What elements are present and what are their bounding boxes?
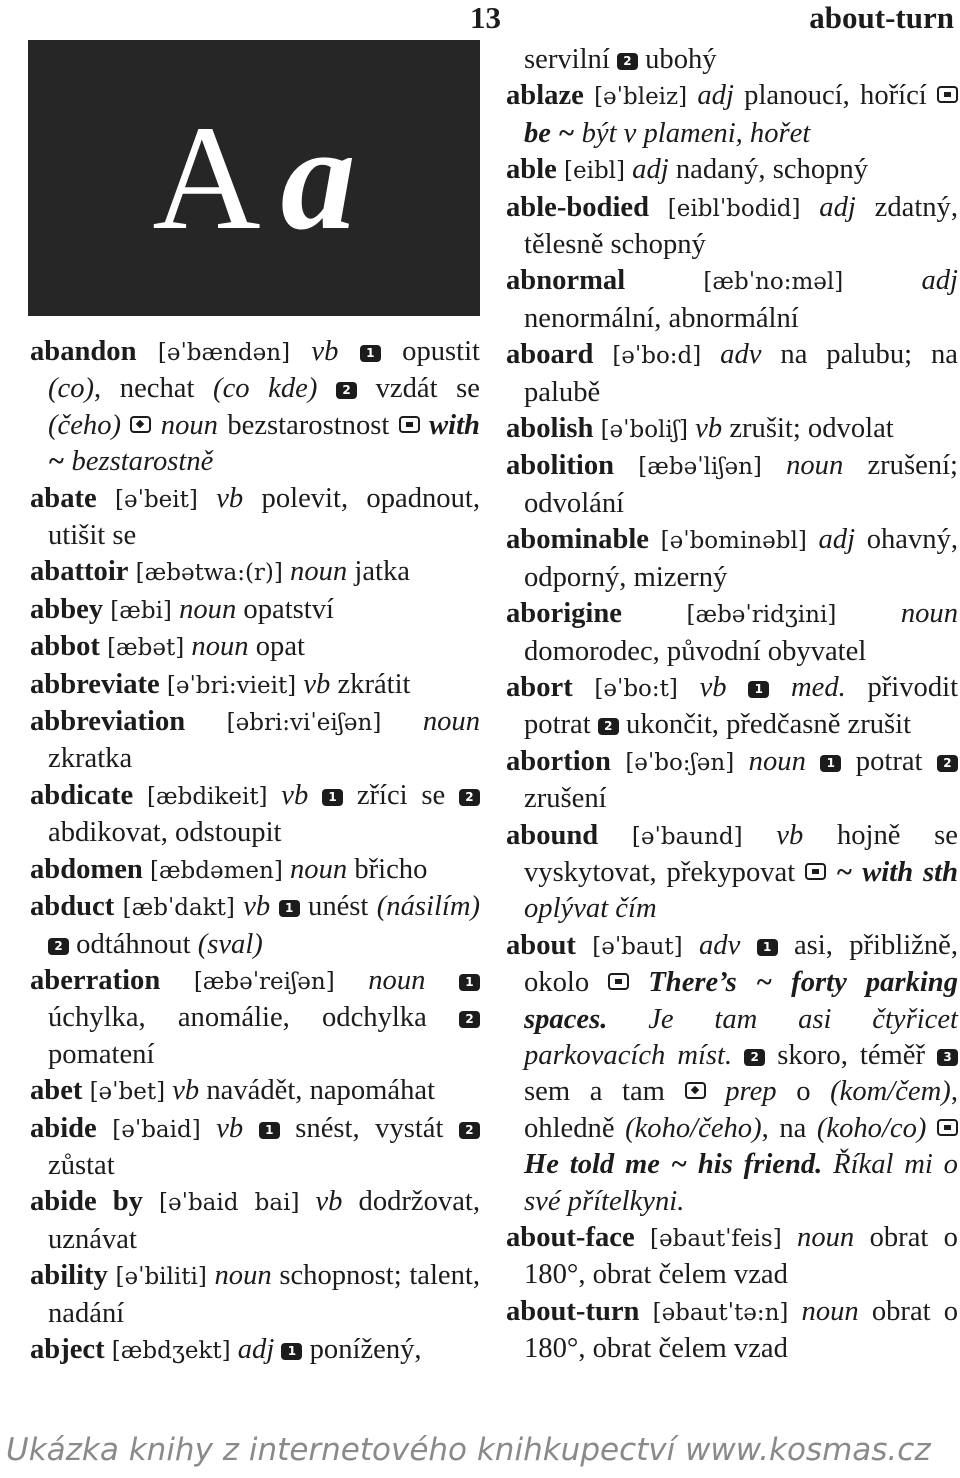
sense-1-icon: 1: [279, 900, 300, 917]
word-class-icon: [130, 416, 151, 433]
headword: abortion: [506, 745, 611, 777]
definition: bezstarostnost: [227, 409, 390, 441]
headword: abandon: [30, 336, 137, 367]
running-head: about-turn: [809, 0, 954, 35]
definition: zříci se: [356, 779, 446, 811]
entry-able-bodied: [506, 190, 958, 264]
entry-abbey: [30, 592, 480, 629]
entry-abolition: [506, 448, 958, 522]
sense-2-icon: 2: [459, 789, 480, 806]
definition: jatka: [354, 556, 410, 588]
entry-abdomen: [30, 852, 480, 889]
example-translation: Říkal mi o své přítelkyni.: [524, 1149, 958, 1217]
definition: nenormální, abnormální: [524, 302, 799, 334]
domain-label: med.: [790, 671, 846, 703]
part-of-speech: noun: [160, 409, 218, 441]
definition: planoucí, hořící: [744, 80, 927, 112]
part-of-speech: adj: [632, 154, 669, 186]
part-of-speech: vb: [311, 336, 339, 367]
headword: abbey: [30, 593, 104, 625]
entry-abandon: [30, 334, 480, 481]
headword: abduct: [30, 891, 115, 923]
pronunciation: [æbˈno:məl]: [703, 269, 844, 296]
usage-note: (sval): [197, 928, 263, 960]
part-of-speech: adv: [720, 339, 762, 371]
pronunciation: [æbdəmen]: [149, 857, 283, 884]
entry-abet: [30, 1073, 480, 1110]
headword: about-turn: [506, 1295, 640, 1327]
pronunciation: [əˈbo:d]: [612, 343, 702, 370]
part-of-speech: vb: [216, 482, 244, 514]
part-of-speech: vb: [315, 1186, 343, 1218]
pronunciation: [æbəˈridʒini]: [686, 602, 837, 629]
part-of-speech: vb: [172, 1075, 200, 1107]
pronunciation: [əˈbændən]: [157, 340, 291, 366]
pronunciation: [æbˈdakt]: [122, 895, 235, 922]
definition: zrušit; odvolat: [729, 413, 894, 445]
definition: ubohý: [645, 44, 717, 75]
entry-aborigine: [506, 596, 958, 670]
sense-2-icon: 2: [598, 718, 619, 735]
entry-ablaze: [506, 78, 958, 152]
part-of-speech: vb: [216, 1112, 244, 1144]
definition: polevit, opadnout, utišit se: [48, 482, 480, 552]
definition: opatství: [243, 593, 334, 625]
pronunciation: [əˈbaid]: [112, 1116, 201, 1143]
part-of-speech: noun: [748, 745, 806, 777]
headword: abattoir: [30, 556, 129, 588]
sense-2-icon: 2: [617, 53, 638, 70]
sense-2-icon: 2: [459, 1011, 480, 1028]
part-of-speech: adj: [819, 191, 856, 223]
pronunciation: [əˈboliʃ]: [600, 417, 688, 444]
definition: obrat o 180°, obrat čelem vzad: [524, 1222, 958, 1291]
headword: abominable: [506, 524, 649, 556]
footer-watermark: Ukázka knihy z internetového knihkupectví www.kosmas.cz: [6, 1432, 931, 1468]
letter-upper: A: [152, 95, 261, 261]
usage-note: (co kde): [213, 373, 318, 405]
usage-note: (koho/co): [816, 1112, 927, 1144]
headword: abort: [506, 671, 573, 703]
headword: abdomen: [30, 853, 143, 885]
headword: abbot: [30, 631, 100, 663]
sense-2-icon: 2: [937, 755, 958, 772]
entry-aberration: [30, 963, 480, 1073]
pronunciation: [əbautˈfeis]: [650, 1226, 782, 1252]
entry-abbot: [30, 629, 480, 666]
entry-aboard: [506, 337, 958, 411]
sense-1-icon: 1: [459, 974, 480, 991]
sense-1-icon: 1: [281, 1343, 302, 1360]
example-translation: oplývat čím: [524, 893, 657, 925]
headword: abbreviate: [30, 668, 160, 700]
pronunciation: [əˈbominəbl]: [660, 528, 807, 555]
usage-note: (koho/čeho): [625, 1112, 762, 1144]
entry-abdicate: [30, 778, 480, 852]
headword: aberration: [30, 964, 161, 996]
pronunciation: [æbəˈliʃən]: [638, 454, 762, 481]
sense-2-icon: 2: [459, 1122, 480, 1139]
part-of-speech: noun: [422, 706, 480, 738]
entry-abolish: [506, 411, 958, 448]
headword: able: [506, 154, 557, 186]
definition: schopnost; talent, nadání: [48, 1260, 480, 1329]
pronunciation: [əˈbet]: [89, 1079, 166, 1106]
headword: ablaze: [506, 80, 584, 112]
headword: aboard: [506, 339, 594, 371]
part-of-speech: vb: [281, 779, 309, 811]
left-column: [30, 334, 480, 1369]
definition: , nechat: [94, 373, 195, 405]
definition: sem a tam: [524, 1076, 665, 1108]
part-of-speech: noun: [786, 450, 844, 482]
sense-1-icon: 1: [820, 755, 841, 772]
part-of-speech: noun: [214, 1260, 272, 1292]
pronunciation: [əˈbo:ʃən]: [625, 749, 735, 776]
sense-2-icon: 2: [336, 382, 357, 399]
part-of-speech: noun: [801, 1295, 859, 1327]
definition: zrušení: [524, 783, 607, 815]
example-translation: Je tam asi čtyřicet parkovacích míst.: [524, 1003, 958, 1071]
headword: abject: [30, 1333, 105, 1365]
definition: zůstat: [48, 1149, 115, 1181]
example: He told me ~ his friend.: [524, 1149, 823, 1181]
pronunciation: [əbautˈtə:n]: [652, 1299, 789, 1326]
definition: zkrátit: [337, 668, 411, 700]
example-translation: být v plameni, hořet: [581, 117, 811, 149]
definition: dodržovat, uznávat: [48, 1186, 480, 1255]
entry-abominable: [506, 522, 958, 596]
pronunciation: [æbət]: [107, 635, 185, 662]
entry-about: [506, 928, 958, 1220]
definition: ohavný, odporný, mizerný: [524, 524, 959, 593]
definition: o: [796, 1076, 811, 1108]
pronunciation: [əˈbeit]: [115, 486, 198, 513]
definition: zkratka: [48, 743, 133, 775]
definition: hojně se vyskytovat, překypovat: [524, 819, 958, 888]
definition: vzdát se: [375, 373, 480, 405]
pronunciation: [æbəˈreiʃən]: [193, 968, 335, 995]
usage-note: (čeho): [48, 409, 122, 441]
part-of-speech: prep: [725, 1076, 777, 1108]
headword: aborigine: [506, 598, 622, 630]
definition: břicho: [354, 853, 428, 885]
pronunciation: [əˈbaid bai]: [159, 1190, 300, 1217]
entry-abound: [506, 818, 958, 928]
entry-abduct: [30, 889, 480, 963]
pronunciation: [əˈbri:vieit]: [166, 672, 297, 699]
definition: snést, vystát: [295, 1112, 444, 1144]
definition: odtáhnout: [76, 928, 191, 960]
part-of-speech: adj: [237, 1333, 275, 1365]
pronunciation: [əˈbo:t]: [594, 675, 678, 702]
definition: opustit: [402, 336, 480, 367]
entry-about-turn: [506, 1294, 958, 1368]
example: There’s ~ forty parking spaces.: [524, 967, 959, 1035]
phrase-icon: [937, 86, 958, 103]
part-of-speech: vb: [695, 413, 723, 445]
definition: potrat: [855, 745, 923, 777]
example: be ~: [524, 117, 575, 149]
entry-abide: [30, 1111, 480, 1185]
part-of-speech: noun: [191, 631, 249, 663]
part-of-speech: adj: [818, 524, 856, 556]
definition: navádět, napomáhat: [206, 1075, 436, 1107]
phrase-icon: [399, 416, 420, 433]
letter-lower: a: [280, 95, 356, 261]
pronunciation: [əbri:viˈeiʃən]: [226, 710, 382, 737]
entry-continuation: [506, 42, 958, 78]
part-of-speech: adj: [921, 265, 958, 297]
part-of-speech: noun: [900, 598, 958, 630]
phrase-icon: [608, 973, 629, 990]
pronunciation: [əˈbaut]: [592, 933, 683, 960]
right-column: [506, 42, 958, 1368]
headword: ability: [30, 1260, 108, 1292]
definition: úchylka, anomálie, odchylka: [48, 1002, 427, 1034]
usage-note: (násilím): [376, 891, 481, 923]
entry-abject: [30, 1332, 480, 1369]
phrase-icon: [805, 863, 826, 880]
definition: opat: [255, 631, 305, 663]
headword: abide by: [30, 1186, 143, 1218]
definition: servilní: [524, 44, 610, 75]
pronunciation: [eibl]: [564, 158, 625, 185]
definition: domorodec, původní obyvatel: [524, 635, 867, 667]
entry-abortion: [506, 744, 958, 818]
part-of-speech: noun: [179, 593, 237, 625]
usage-note: (co): [48, 373, 95, 405]
part-of-speech: adv: [698, 929, 741, 961]
headword: abolition: [506, 450, 615, 482]
sense-1-icon: 1: [360, 345, 381, 362]
entry-abnormal: [506, 263, 958, 337]
headword: abide: [30, 1112, 97, 1144]
entry-abbreviate: [30, 667, 480, 704]
pronunciation: [æbdʒekt]: [111, 1337, 231, 1364]
headword: abound: [506, 819, 599, 851]
headword: abdicate: [30, 779, 134, 811]
usage-note: (kom/čem): [830, 1076, 951, 1108]
entry-ability: [30, 1258, 480, 1332]
headword: about: [506, 929, 576, 961]
headword: abet: [30, 1075, 83, 1107]
definition: ponížený,: [309, 1333, 422, 1365]
headword: abate: [30, 482, 97, 514]
part-of-speech: adj: [697, 80, 734, 112]
definition: nadaný, schopný: [675, 154, 869, 186]
entry-able: [506, 152, 958, 189]
sense-3-icon: 3: [937, 1049, 958, 1066]
entry-abattoir: [30, 554, 480, 591]
headword: abolish: [506, 413, 594, 445]
letter-block: [28, 40, 480, 316]
definition: na palubu; na palubě: [524, 339, 958, 408]
headword: abnormal: [506, 265, 626, 297]
pronunciation: [əˈbaund]: [631, 823, 743, 850]
entry-abort: [506, 670, 958, 744]
part-of-speech: vb: [243, 891, 271, 923]
definition: skoro, téměř: [777, 1039, 925, 1071]
part-of-speech: noun: [289, 853, 348, 885]
sense-1-icon: 1: [757, 939, 778, 956]
entry-abbreviation: [30, 704, 480, 778]
page-number: 13: [470, 0, 501, 35]
definition: unést: [308, 891, 369, 923]
sense-1-icon: 1: [748, 681, 769, 698]
pronunciation: [əˈbleiz]: [594, 84, 688, 111]
part-of-speech: vb: [303, 668, 331, 700]
example-translation: bezstarostně: [71, 446, 214, 478]
part-of-speech: noun: [290, 556, 348, 588]
example: with ~: [48, 409, 480, 478]
definition: zrušení; odvolání: [524, 450, 958, 519]
example: ~ with sth: [836, 856, 958, 888]
sense-1-icon: 1: [259, 1122, 280, 1139]
part-of-speech: vb: [776, 819, 804, 851]
headword: about-face: [506, 1222, 635, 1253]
headword: able-bodied: [506, 191, 649, 223]
definition: obrat o 180°, obrat čelem vzad: [524, 1295, 958, 1365]
pronunciation: [æbətwa:(r)]: [135, 560, 283, 587]
part-of-speech: noun: [797, 1222, 855, 1253]
headword: abbreviation: [30, 706, 186, 738]
definition: přivodit potrat: [524, 671, 959, 741]
pronunciation: [eiblˈbodid]: [667, 195, 801, 222]
definition: pomatení: [48, 1038, 155, 1070]
definition: abdikovat, odstoupit: [48, 817, 282, 849]
word-class-icon: [685, 1082, 706, 1099]
definition: ukončit, předčasně zrušit: [626, 709, 912, 741]
sense-1-icon: 1: [322, 789, 343, 806]
part-of-speech: noun: [368, 964, 426, 996]
definition: , na: [761, 1112, 807, 1144]
phrase-icon: [937, 1119, 958, 1136]
definition: zdatný, tělesně schopný: [524, 191, 959, 261]
definition: asi, přibližně, okolo: [524, 929, 958, 999]
entry-about-face: [506, 1220, 958, 1294]
sense-2-icon: 2: [48, 938, 69, 955]
sense-2-icon: 2: [744, 1049, 765, 1066]
part-of-speech: vb: [699, 671, 727, 703]
pronunciation: [æbdikeit]: [147, 783, 268, 810]
entry-abate: [30, 481, 480, 555]
entry-abide-by: [30, 1184, 480, 1258]
pronunciation: [əˈbiliti]: [115, 1264, 207, 1291]
pronunciation: [æbi]: [110, 597, 172, 624]
definition: , ohledně: [524, 1076, 958, 1144]
